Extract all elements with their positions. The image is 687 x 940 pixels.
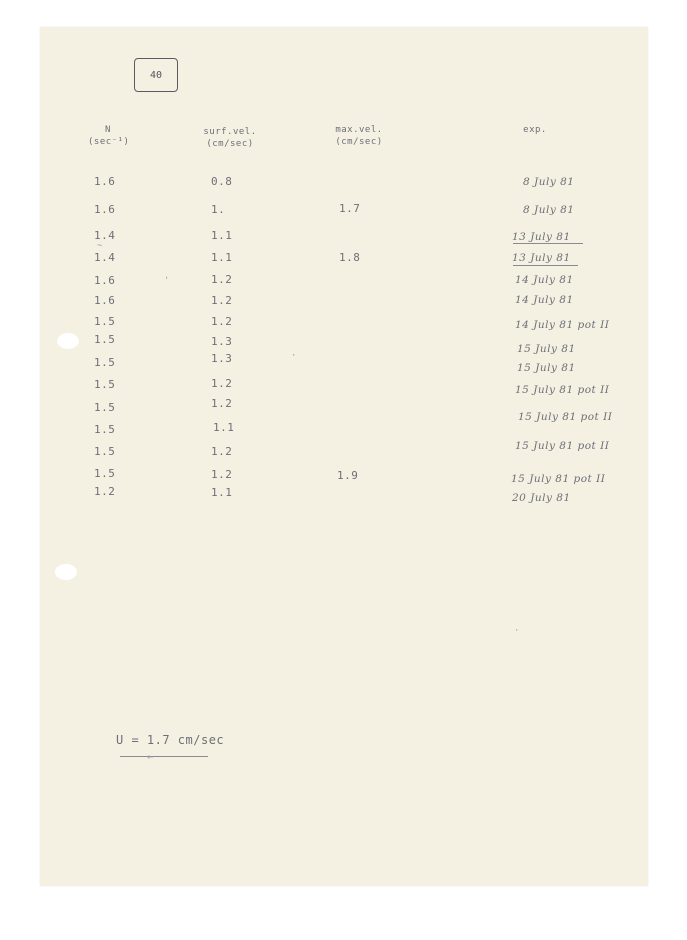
cell-surf-vel: 1.2 — [211, 294, 233, 307]
cell-exp: 14 July 81 — [515, 294, 574, 306]
column-header-surf-vel — [195, 126, 265, 150]
cell-exp: 15 July 81 pot II — [515, 440, 610, 452]
cell-n: 1.6 — [94, 294, 116, 307]
arrow-mark: ← — [147, 750, 154, 763]
cell-exp: 13 July 81 — [512, 252, 571, 264]
pencil-mark: ~ — [97, 241, 103, 251]
cell-exp: 14 July 81 — [515, 274, 574, 286]
cell-surf-vel: 1.1 — [211, 251, 233, 264]
cell-exp: 15 July 81 pot II — [518, 411, 613, 423]
cell-exp: 15 July 81 pot II — [515, 384, 610, 396]
page-number-box — [134, 58, 178, 92]
cell-n: 1.5 — [94, 423, 116, 436]
punch-hole-bottom — [55, 564, 77, 580]
cell-n: 1.2 — [94, 485, 116, 498]
cell-n: 1.4 — [94, 229, 116, 242]
cell-exp: 15 July 81 — [517, 343, 576, 355]
cell-surf-vel: 1.3 — [211, 335, 233, 348]
cell-n: 1.5 — [94, 467, 116, 480]
footer-underline — [120, 756, 208, 757]
cell-surf-vel: 1.2 — [211, 377, 233, 390]
cell-surf-vel: 1.2 — [211, 273, 233, 286]
column-header-line: N — [105, 125, 111, 135]
cell-n: 1.5 — [94, 378, 116, 391]
cell-exp: 15 July 81 pot II — [511, 473, 606, 485]
column-header-n — [88, 124, 128, 148]
column-header-line: max.vel. — [335, 125, 383, 135]
cell-surf-vel: 1.2 — [211, 315, 233, 328]
cell-surf-vel: 1.2 — [211, 397, 233, 410]
cell-n: 1.6 — [94, 274, 116, 287]
date-underline — [513, 265, 578, 266]
cell-n: 1.5 — [94, 333, 116, 346]
cell-exp: 8 July 81 — [523, 176, 575, 188]
column-header-max-vel — [324, 124, 394, 148]
cell-exp: 13 July 81 — [512, 231, 571, 243]
cell-n: 1.5 — [94, 356, 116, 369]
cell-surf-vel: 1. — [211, 203, 226, 216]
cell-surf-vel: 1.1 — [211, 486, 233, 499]
cell-max-vel: 1.7 — [339, 202, 361, 215]
page-number: 40 — [149, 69, 163, 81]
cell-max-vel: 1.8 — [339, 251, 361, 264]
cell-n: 1.5 — [94, 315, 116, 328]
cell-surf-vel: 1.1 — [211, 229, 233, 242]
pencil-mark: ' — [164, 276, 170, 286]
punch-hole-top — [57, 333, 79, 349]
cell-exp: 15 July 81 — [517, 362, 576, 374]
cell-surf-vel: 0.8 — [211, 175, 233, 188]
cell-max-vel: 1.9 — [337, 469, 359, 482]
cell-n: 1.4 — [94, 251, 116, 264]
column-header-line: (cm/sec) — [206, 139, 254, 149]
pencil-mark: · — [514, 626, 520, 636]
cell-n: 1.5 — [94, 445, 116, 458]
column-header-exp — [515, 124, 555, 136]
cell-surf-vel: 1.3 — [211, 352, 233, 365]
cell-n: 1.6 — [94, 175, 116, 188]
cell-exp: 14 July 81 pot II — [515, 319, 610, 331]
cell-exp: 20 July 81 — [512, 492, 571, 504]
cell-surf-vel: 1.1 — [213, 421, 235, 434]
cell-surf-vel: 1.2 — [211, 445, 233, 458]
paper-sheet — [40, 27, 648, 886]
footer-note: U = 1.7 cm/sec — [116, 733, 225, 747]
cell-n: 1.5 — [94, 401, 116, 414]
column-header-line: (sec⁻¹) — [88, 137, 130, 147]
pencil-mark: · — [291, 351, 297, 361]
date-underline — [513, 243, 583, 244]
column-header-line: surf.vel. — [203, 127, 257, 137]
column-header-line: exp. — [523, 125, 547, 135]
cell-exp: 8 July 81 — [523, 204, 575, 216]
cell-surf-vel: 1.2 — [211, 468, 233, 481]
column-header-line: (cm/sec) — [335, 137, 383, 147]
cell-n: 1.6 — [94, 203, 116, 216]
